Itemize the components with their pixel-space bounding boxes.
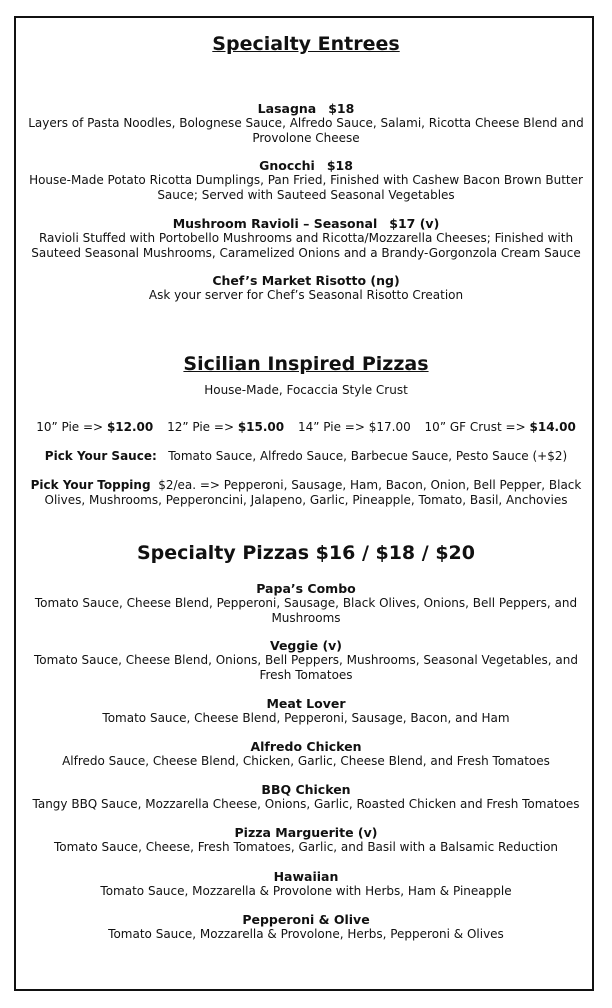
entrees-title: Specialty Entrees (212, 33, 400, 55)
pizza-item (22, 739, 590, 769)
entree-name: Lasagna (257, 101, 317, 116)
pizza-item (22, 782, 590, 812)
pizza-item (22, 638, 590, 682)
specialty-title: Specialty Pizzas $16 / $18 / $20 (137, 542, 475, 564)
pizza-item (22, 825, 590, 855)
entree-description: Ravioli Stuffed with Portobello Mushrooms and Ricotta/Mozzarella Cheeses; Finished with Sauteed Seasonal Mushrooms, Caramelized Onions and a Brandy-Gorgonzola Cream Sauce (31, 231, 581, 260)
entree-description: House-Made Potato Ricotta Dumplings, Pan Fried, Finished with Cashew Bacon Brown Butter Sauce; Served with Sauteed Seasonal Vegetables (29, 173, 583, 202)
pizza-item (22, 696, 590, 726)
entree-name: Mushroom Ravioli – Seasonal (172, 216, 378, 231)
size-price: $17.00 (368, 420, 411, 434)
sicilian-subtitle: House-Made, Focaccia Style Crust (204, 383, 408, 397)
pizza-description: Tangy BBQ Sauce, Mozzarella Cheese, Onions, Garlic, Roasted Chicken and Fresh Tomatoes (32, 797, 580, 811)
size-price: $15.00 (237, 420, 285, 434)
sauce-options: Tomato Sauce, Alfredo Sauce, Barbecue Sauce, Pesto Sauce (+$2) (168, 449, 568, 463)
pizza-name: BBQ Chicken (261, 782, 351, 797)
entree-item (22, 158, 590, 202)
size-label: 10” Pie => (36, 420, 104, 434)
pizza-description: Tomato Sauce, Cheese Blend, Pepperoni, Sausage, Black Olives, Onions, Bell Peppers, and Mushrooms (34, 596, 578, 625)
sauce-label: Pick Your Sauce: (44, 449, 157, 463)
pizza-name: Pizza Marguerite (v) (234, 825, 378, 840)
pizza-name: Papa’s Combo (256, 581, 356, 596)
size-label: 12” Pie => (167, 420, 234, 434)
pizza-name: Meat Lover (266, 696, 346, 711)
entree-name: Chef’s Market Risotto (ng) (212, 273, 400, 288)
pizza-description: Tomato Sauce, Cheese Blend, Onions, Bell Peppers, Mushrooms, Seasonal Vegetables, and Fresh Tomatoes (34, 653, 578, 682)
topping-options: $2/ea. => Pepperoni, Sausage, Ham, Bacon, Onion, Bell Pepper, Black Olives, Mushrooms, Pepperoncini, Jalapeno, Garlic, Pineapple, Tomato, Basil, Anchovies (44, 478, 582, 507)
pizza-description: Tomato Sauce, Mozzarella & Provolone, Herbs, Pepperoni & Olives (108, 927, 504, 941)
topping-line (24, 478, 588, 507)
pizza-description: Tomato Sauce, Mozzarella & Provolone with Herbs, Ham & Pineapple (100, 884, 512, 898)
entree-price: $17 (v) (389, 216, 440, 231)
pizza-description: Tomato Sauce, Cheese, Fresh Tomatoes, Garlic, and Basil with a Balsamic Reduction (53, 840, 559, 854)
pizza-name: Hawaiian (273, 869, 339, 884)
sicilian-title: Sicilian Inspired Pizzas (183, 353, 429, 375)
entree-item (22, 101, 590, 145)
entree-name: Gnocchi (259, 158, 315, 173)
pizza-item (22, 869, 590, 899)
entree-item (22, 273, 590, 303)
topping-label: Pick Your Topping (30, 478, 151, 492)
entree-description: Layers of Pasta Noodles, Bolognese Sauce, Alfredo Sauce, Salami, Ricotta Cheese Blend and Provolone Cheese (28, 116, 584, 145)
pizza-sizes (0, 420, 612, 435)
size-price: $12.00 (106, 420, 154, 434)
pizza-name: Alfredo Chicken (250, 739, 362, 754)
entree-price: $18 (326, 158, 353, 173)
pizza-item (22, 912, 590, 942)
entree-price: $18 (328, 101, 355, 116)
size-label: 10” GF Crust => (424, 420, 526, 434)
pizza-description: Alfredo Sauce, Cheese Blend, Chicken, Garlic, Cheese Blend, and Fresh Tomatoes (62, 754, 550, 768)
pizza-name: Veggie (v) (269, 638, 343, 653)
pizza-item (22, 581, 590, 625)
sauce-line (24, 449, 588, 464)
pizza-name: Pepperoni & Olive (242, 912, 370, 927)
size-price: $14.00 (529, 420, 576, 434)
pizza-description: Tomato Sauce, Cheese Blend, Pepperoni, Sausage, Bacon, and Ham (102, 711, 510, 725)
entree-description: Ask your server for Chef’s Seasonal Risotto Creation (148, 288, 464, 302)
size-label: 14” Pie => (297, 420, 365, 434)
entree-item (22, 216, 590, 260)
